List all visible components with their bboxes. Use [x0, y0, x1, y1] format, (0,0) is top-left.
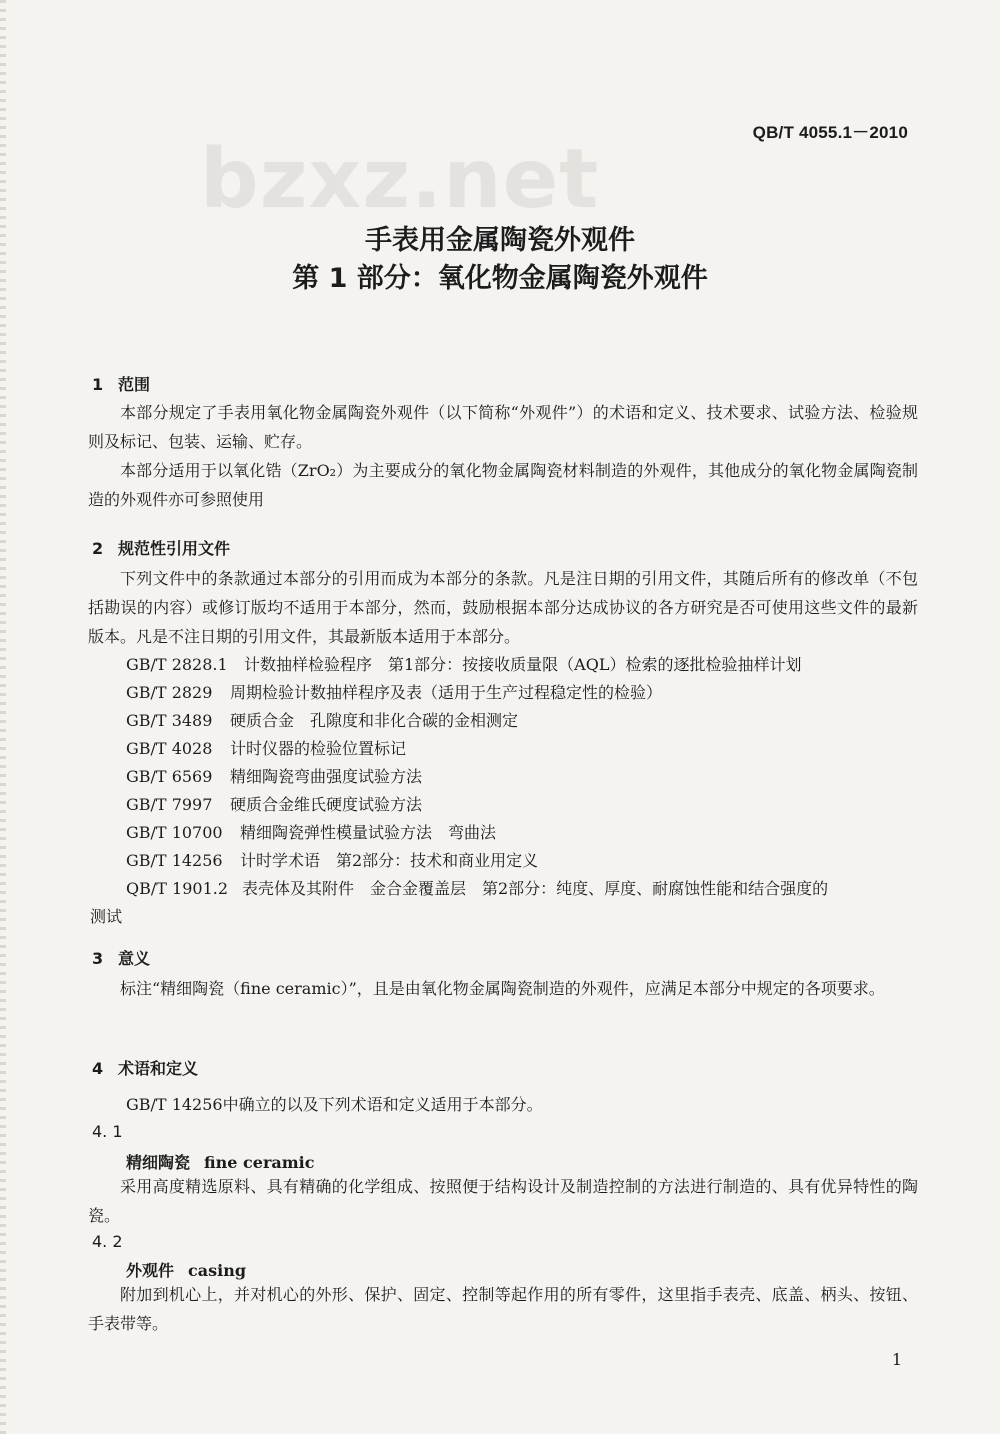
reference-code: GB/T 6569 [126, 767, 213, 786]
reference-title: 表壳体及其附件 金合金覆盖层 第2部分：纯度、厚度、耐腐蚀性能和结合强度的 [242, 879, 829, 898]
section-title: 术语和定义 [118, 1059, 199, 1078]
page-number: 1 [891, 1350, 902, 1369]
term-definition: 采用高度精选原料、具有精确的化学组成、按照便于结构设计及制造控制的方法进行制造的、具有优异特性的陶瓷。 [88, 1177, 918, 1225]
section-number: 3 [92, 949, 104, 968]
section-title: 意义 [118, 949, 151, 968]
reference-code: GB/T 10700 [126, 823, 223, 842]
watermark: bzxz.net [200, 132, 600, 227]
reference-item [126, 764, 422, 787]
term-chinese: 精细陶瓷 [126, 1153, 191, 1172]
reference-title: 硬质合金 孔隙度和非化合碳的金相测定 [230, 711, 519, 730]
section-1-paragraph-1: 本部分规定了手表用氧化物金属陶瓷外观件（以下简称“外观件”）的术语和定义、技术要求、试验方法、检验规则及标记、包装、运输、贮存。 [88, 403, 918, 451]
term-english: casing [188, 1261, 247, 1280]
reference-title: 精细陶瓷弹性模量试验方法 弯曲法 [240, 823, 497, 842]
section-number: 4 [92, 1059, 104, 1078]
standard-code: QB/T 4055.1－2010 [752, 123, 908, 142]
reference-continuation: 测试 [90, 907, 123, 926]
reference-code: GB/T 2828.1 [126, 655, 228, 674]
reference-item [126, 736, 406, 759]
section-1-heading [92, 372, 150, 395]
reference-item [126, 652, 801, 675]
reference-code: GB/T 4028 [126, 739, 213, 758]
term-chinese: 外观件 [126, 1261, 175, 1280]
term-number: 4. 2 [92, 1232, 123, 1251]
reference-item [126, 680, 662, 703]
section-1-paragraph-2: 本部分适用于以氧化锆（ZrO₂）为主要成分的氧化物金属陶瓷材料制造的外观件，其他成分的氧化物金属陶瓷制造的外观件亦可参照使用 [88, 461, 918, 509]
reference-code: GB/T 3489 [126, 711, 213, 730]
reference-title: 周期检验计数抽样程序及表（适用于生产过程稳定性的检验） [230, 683, 663, 702]
reference-item [126, 848, 538, 871]
section-4-paragraph-1: GB/T 14256中确立的以及下列术语和定义适用于本部分。 [126, 1095, 543, 1114]
section-3-heading [92, 946, 150, 969]
reference-title: 计时仪器的检验位置标记 [230, 739, 407, 758]
reference-item [126, 876, 828, 899]
doc-title-line2: 第 1 部分：氧化物金属陶瓷外观件 [292, 263, 708, 294]
reference-code: GB/T 14256 [126, 851, 223, 870]
reference-item [126, 708, 518, 731]
term-heading [126, 1150, 315, 1173]
scan-edge [0, 0, 6, 1434]
section-3-paragraph-1: 标注“精细陶瓷（fine ceramic）”，且是由氧化物金属陶瓷制造的外观件，应满足本部分中规定的各项要求。 [120, 979, 885, 998]
term-definition: 附加到机心上，并对机心的外形、保护、固定、控制等起作用的所有零件，这里指手表壳、底盖、柄头、按钮、手表带等。 [88, 1285, 918, 1333]
section-number: 1 [92, 375, 104, 394]
reference-title: 计时学术语 第2部分：技术和商业用定义 [240, 851, 539, 870]
reference-code: GB/T 7997 [126, 795, 213, 814]
reference-item [126, 820, 496, 843]
term-heading [126, 1258, 246, 1281]
reference-item [126, 792, 422, 815]
section-2-heading [92, 536, 230, 559]
section-4-heading [92, 1056, 198, 1079]
term-english: fine ceramic [204, 1153, 315, 1172]
reference-title: 精细陶瓷弯曲强度试验方法 [230, 767, 423, 786]
section-2-paragraph-1: 下列文件中的条款通过本部分的引用而成为本部分的条款。凡是注日期的引用文件，其随后所有的修改单（不包括勘误的内容）或修订版均不适用于本部分，然而，鼓励根据本部分达成协议的各方研究是否可使用这些文件的最新版本。凡是不注日期的引用文件，其最新版本适用于本部分。 [88, 569, 918, 646]
doc-title-line1: 手表用金属陶瓷外观件 [365, 225, 635, 256]
reference-title: 硬质合金维氏硬度试验方法 [230, 795, 423, 814]
reference-code: GB/T 2829 [126, 683, 213, 702]
section-title: 规范性引用文件 [118, 539, 231, 558]
term-number: 4. 1 [92, 1122, 123, 1141]
reference-code: QB/T 1901.2 [126, 879, 229, 898]
reference-title: 计数抽样检验程序 第1部分：按接收质量限（AQL）检索的逐批检验抽样计划 [244, 655, 802, 674]
section-title: 范围 [118, 375, 151, 394]
section-number: 2 [92, 539, 104, 558]
